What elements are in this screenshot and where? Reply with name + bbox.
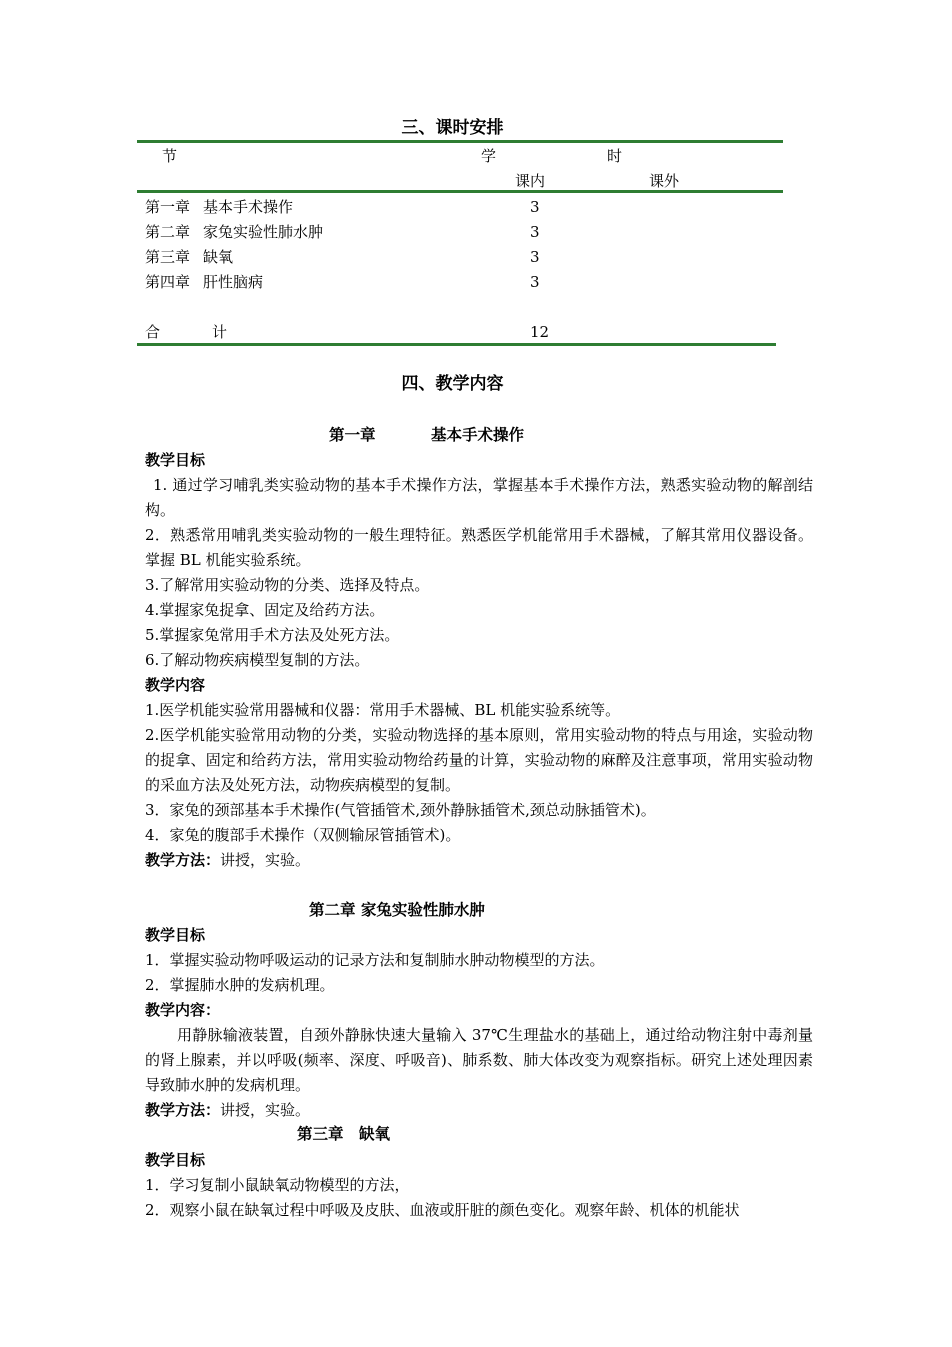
ch1-goals-heading: 教学目标 bbox=[145, 451, 206, 469]
ch1-method bbox=[145, 848, 813, 873]
ch1-content-item: 4．家兔的腹部手术操作（双侧输尿管插管术)。 bbox=[145, 826, 461, 844]
ch2-goal-item: 1．掌握实验动物呼吸运动的记录方法和复制肺水肿动物模型的方法。 bbox=[145, 951, 605, 969]
row-chapter: 第一章 bbox=[145, 198, 191, 216]
row-in-class: 3 bbox=[530, 248, 540, 266]
ch1-title-name: 基本手术操作 bbox=[431, 425, 525, 444]
ch2-content-paragraph: 用静脉输液装置，自颈外静脉快速大量输入 37℃生理盐水的基础上，通过给动物注射中毒剂量的肾上腺素，并以呼吸(频率、深度、呼吸音)、肺系数、肺大体改变为观察指标。研究上述处理因素导致肺水肿的发病机理。 bbox=[145, 1026, 813, 1094]
row-chapter: 第二章 bbox=[145, 223, 191, 241]
header-hours-right: 时 bbox=[607, 147, 623, 165]
header-out-class: 课外 bbox=[649, 172, 680, 190]
total-label-right: 计 bbox=[212, 323, 228, 341]
ch2-method-label: 教学方法： bbox=[145, 1101, 221, 1119]
row-in-class: 3 bbox=[530, 223, 540, 241]
ch1-content-heading: 教学内容 bbox=[145, 676, 206, 694]
table-bottom-rule bbox=[137, 343, 776, 346]
row-name: 缺氧 bbox=[203, 248, 234, 266]
ch2-goal-item: 2．掌握肺水肿的发病机理。 bbox=[145, 976, 335, 994]
row-in-class: 3 bbox=[530, 198, 540, 216]
ch1-content-item: 3．家兔的颈部基本手术操作(气管插管术,颈外静脉插管术,颈总动脉插管术)。 bbox=[145, 801, 656, 819]
ch1-method-label: 教学方法： bbox=[145, 851, 221, 869]
header-in-class: 课内 bbox=[515, 172, 546, 190]
ch3-goals-heading: 教学目标 bbox=[145, 1151, 206, 1169]
row-name: 肝性脑病 bbox=[203, 273, 264, 291]
row-chapter: 第四章 bbox=[145, 273, 191, 291]
content-title: 四、教学内容 bbox=[401, 374, 504, 394]
total-label-left: 合 bbox=[145, 323, 161, 341]
ch1-method-text: 讲授，实验。 bbox=[220, 851, 311, 869]
ch1-goal-item: 5.掌握家兔常用手术方法及处死方法。 bbox=[145, 626, 400, 644]
ch1-content-item: 2.医学机能实验常用动物的分类，实验动物选择的基本原则，常用实验动物的特点与用途，实验动物的捉拿、固定和给药方法，常用实验动物给药量的计算，实验动物的麻醉及注意事项，常用实验动物的采血方法及处死方法，动物疾病模型的复制。 bbox=[145, 726, 813, 794]
ch1-content-item: 1.医学机能实验常用器械和仪器：常用手术器械、BL 机能实验系统等。 bbox=[145, 701, 621, 719]
ch1-title-number: 第一章 bbox=[329, 425, 376, 444]
ch2-method bbox=[145, 1098, 813, 1123]
table-top-rule bbox=[137, 140, 783, 143]
schedule-title: 三、课时安排 bbox=[401, 118, 504, 138]
total-in-class: 12 bbox=[530, 323, 550, 341]
ch1-goal-item: 6.了解动物疾病模型复制的方法。 bbox=[145, 651, 370, 669]
ch2-body bbox=[145, 923, 813, 1123]
ch1-goal-item: 2．熟悉常用哺乳类实验动物的一般生理特征。熟悉医学机能常用手术器械，了解其常用仪器设备。掌握 BL 机能实验系统。 bbox=[145, 526, 813, 569]
ch2-goals-heading: 教学目标 bbox=[145, 926, 206, 944]
ch3-goal-item: 2．观察小鼠在缺氧过程中呼吸及皮肤、血液或肝脏的颜色变化。观察年龄、机体的机能状 bbox=[145, 1201, 740, 1219]
ch2-method-text: 讲授，实验。 bbox=[220, 1101, 311, 1119]
header-section: 节 bbox=[162, 147, 178, 165]
row-chapter: 第三章 bbox=[145, 248, 191, 266]
row-name: 基本手术操作 bbox=[203, 198, 294, 216]
ch1-body bbox=[145, 448, 813, 873]
ch2-title: 第二章 家兔实验性肺水肿 bbox=[309, 900, 485, 919]
header-hours-left: 学 bbox=[481, 147, 497, 165]
ch1-goal-item: 1. 通过学习哺乳类实验动物的基本手术操作方法，掌握基本手术操作方法，熟悉实验动物的解剖结构。 bbox=[145, 476, 813, 519]
ch3-goal-item: 1．学习复制小鼠缺氧动物模型的方法， bbox=[145, 1176, 410, 1194]
row-name: 家兔实验性肺水肿 bbox=[203, 223, 324, 241]
ch3-body bbox=[145, 1148, 813, 1223]
table-header-rule bbox=[137, 190, 783, 193]
ch3-title: 第三章 缺氧 bbox=[297, 1124, 391, 1143]
ch2-content-heading: 教学内容： bbox=[145, 1001, 221, 1019]
row-in-class: 3 bbox=[530, 273, 540, 291]
ch1-goal-item: 4.掌握家兔捉拿、固定及给药方法。 bbox=[145, 601, 385, 619]
ch1-goal-item: 3.了解常用实验动物的分类、选择及特点。 bbox=[145, 576, 430, 594]
